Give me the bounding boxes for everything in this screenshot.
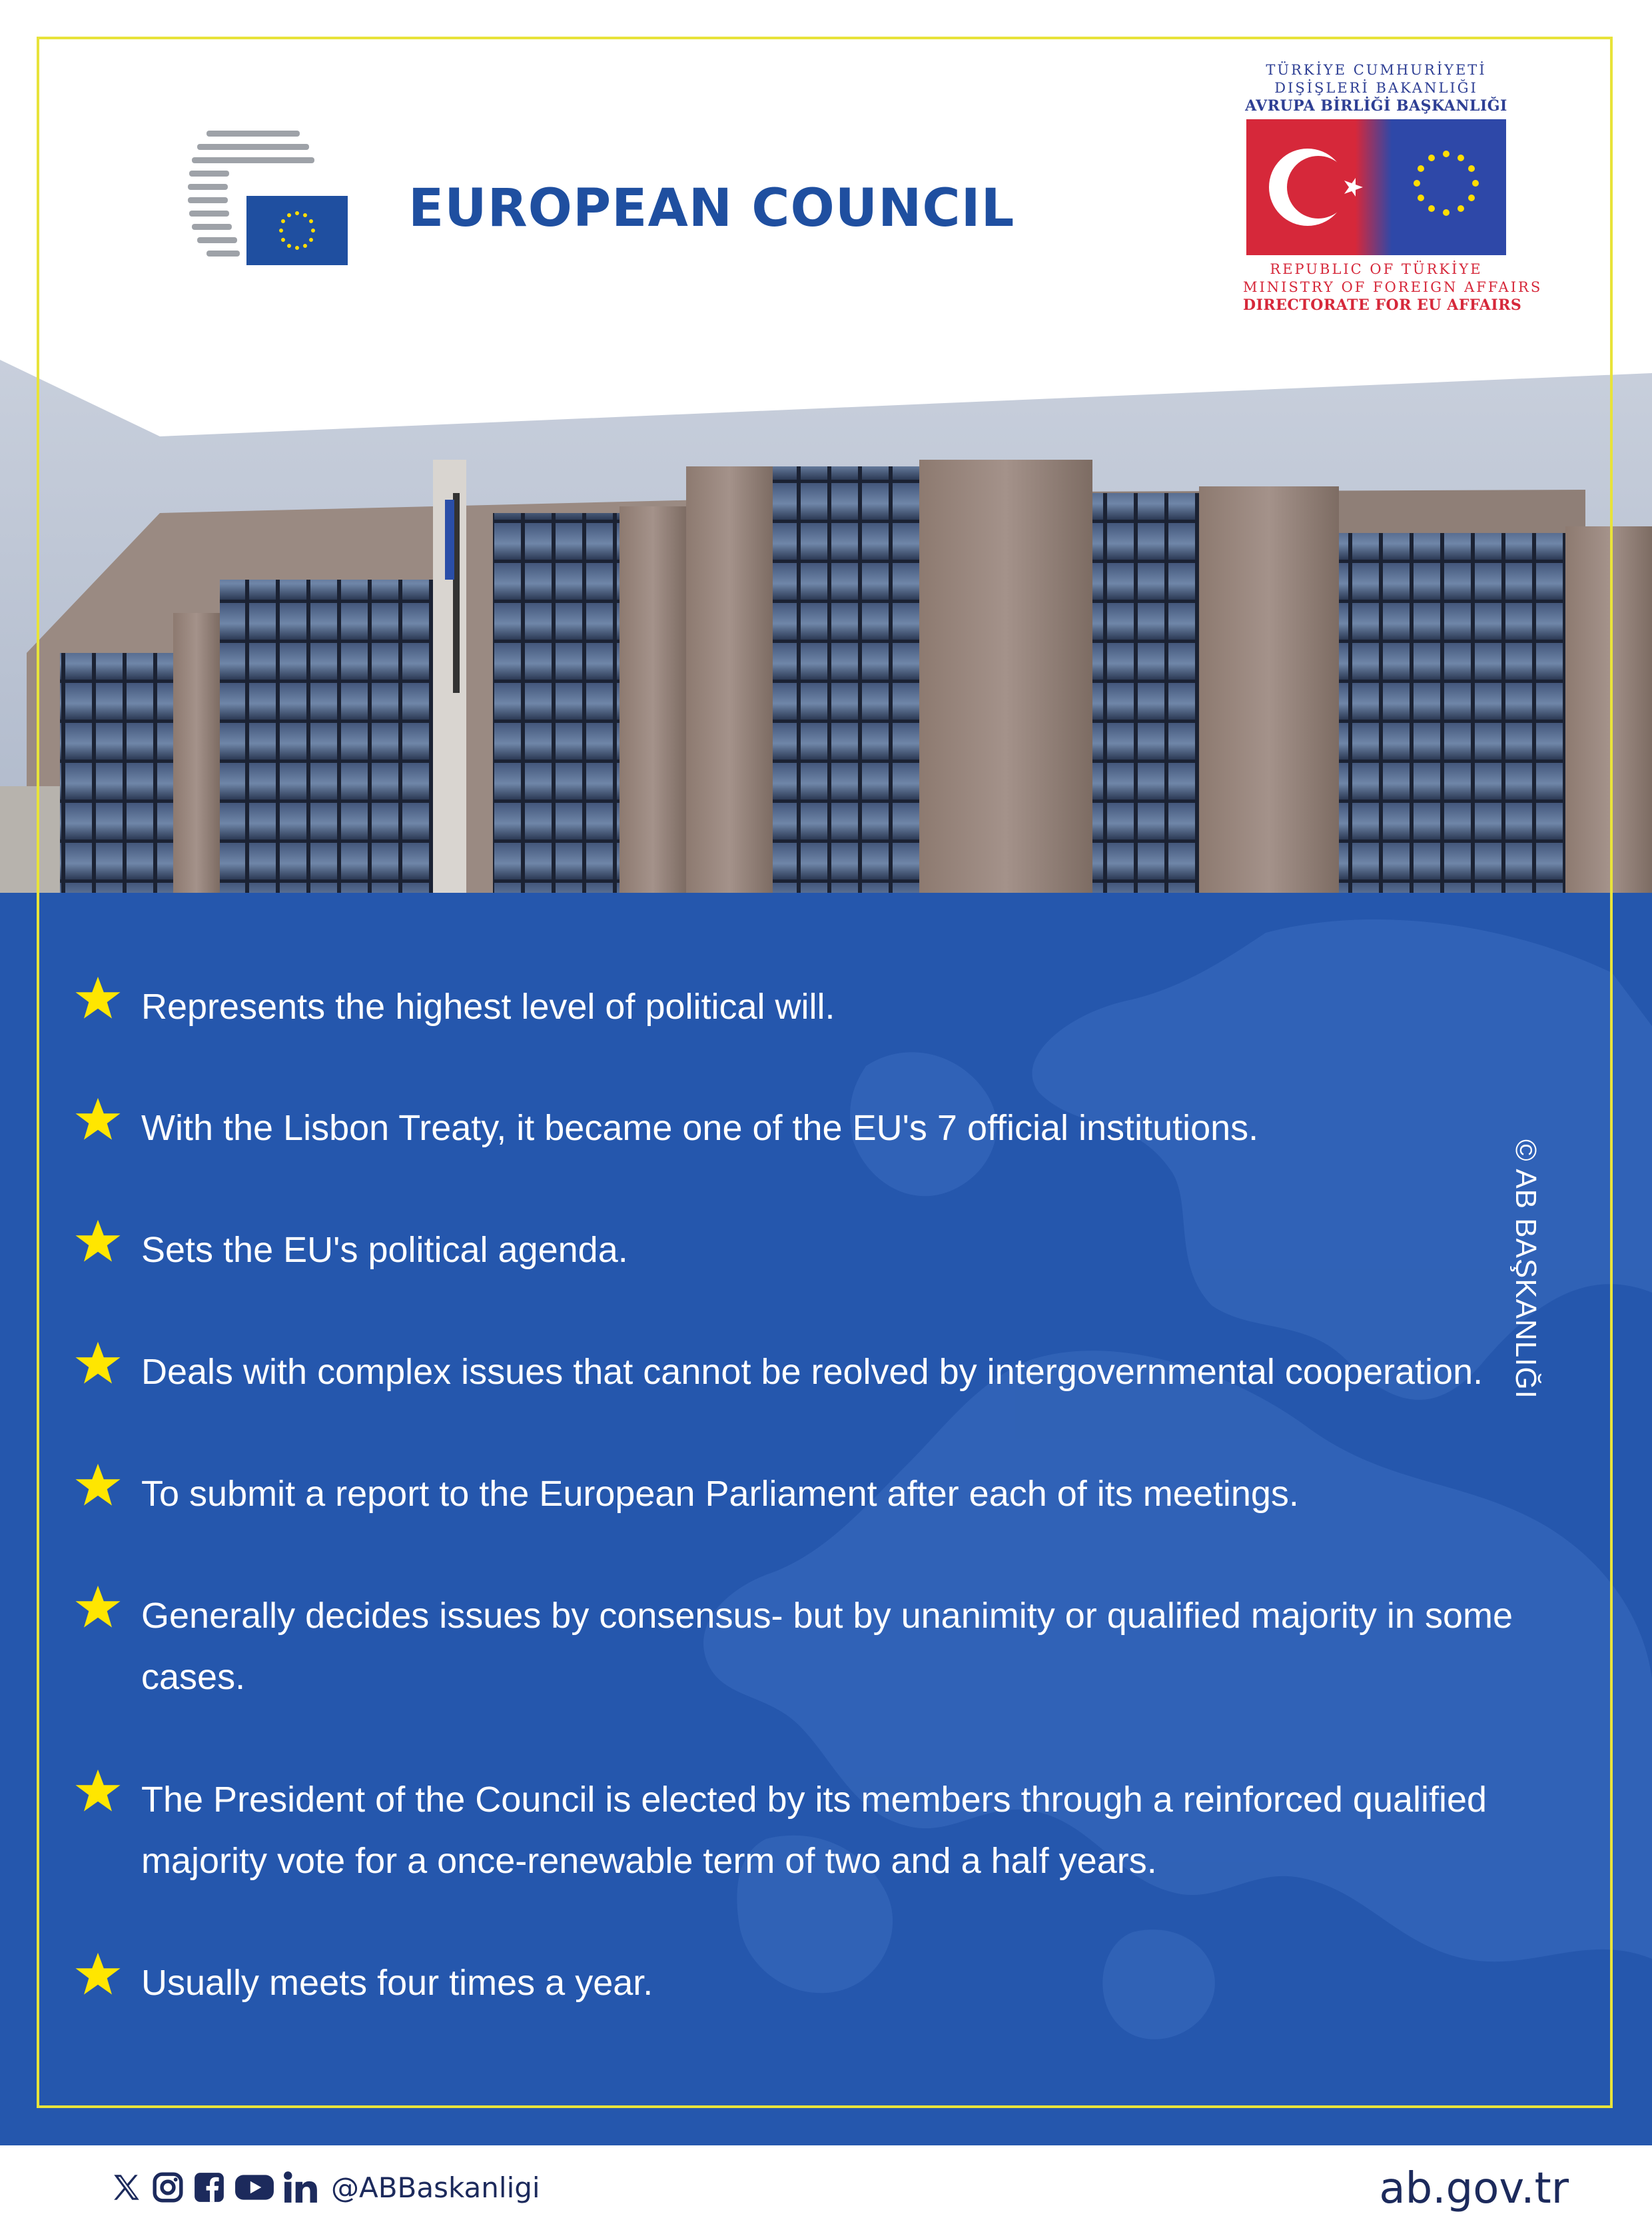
star-icon [75,1340,121,1387]
mfa-line-4: REPUBLIC OF TÜRKİYE [1270,261,1483,277]
x-icon[interactable] [110,2171,143,2204]
footer [0,2145,1652,2226]
star-icon [75,975,121,1021]
list-item-text: Sets the EU's political agenda. [141,1230,628,1270]
star-icon [75,1951,121,1997]
mfa-line-3: AVRUPA BİRLİĞİ BAŞKANLIĞI [1245,97,1507,115]
mfa-line-2: DIŞİŞLERİ BAKANLIĞI [1274,80,1478,96]
mfa-line-1: TÜRKİYE CUMHURİYETİ [1266,62,1487,78]
list-item-text: Represents the highest level of political will. [141,987,835,1027]
mfa-line-5: MINISTRY OF FOREIGN AFFAIRS [1243,279,1543,295]
star-icon [75,1462,121,1508]
star-icon [75,1218,121,1265]
turkey-eu-flag-icon [1246,119,1506,255]
list-item-text: Usually meets four times a year. [141,1963,653,2003]
mfa-line-6: DIRECTORATE FOR EU AFFAIRS [1243,296,1522,314]
facebook-icon[interactable] [193,2171,226,2204]
youtube-icon[interactable] [234,2171,275,2204]
star-icon [75,1584,121,1630]
copyright-watermark: © AB BAŞKANLIĞI [1509,1139,1542,1399]
star-icon [75,1768,121,1814]
list-item-text: The President of the Council is elected by its members through a reinforced qualified majority vote for a once-renewable term of two and a half years. [141,1780,1487,1881]
building-photo [0,360,1652,893]
linkedin-icon[interactable] [283,2171,319,2204]
social-links [110,2171,540,2204]
page-title: EUROPEAN COUNCIL [408,179,1015,239]
mfa-logo [1243,61,1543,314]
list-item-text: With the Lisbon Treaty, it became one of the EU's 7 official institutions. [141,1108,1259,1148]
european-council-logo [188,131,354,274]
list-item-text: To submit a report to the European Parliament after each of its meetings. [141,1474,1299,1514]
star-icon [75,1096,121,1143]
instagram-icon[interactable] [151,2171,185,2204]
list-item-text: Deals with complex issues that cannot be reolved by intergovernmental cooperation. [141,1352,1483,1392]
social-handle[interactable]: @ABBaskanligi [331,2171,540,2204]
list-item-text: Generally decides issues by consensus- but by unanimity or qualified majority in some cases. [141,1596,1513,1697]
website-link[interactable]: ab.gov.tr [1379,2164,1569,2213]
